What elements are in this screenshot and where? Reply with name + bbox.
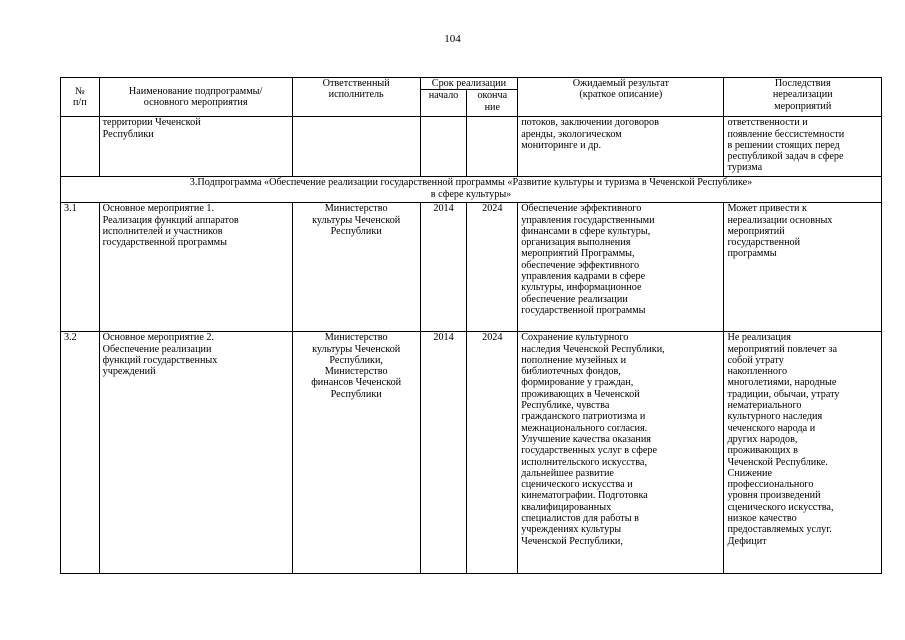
- cell-end: 2024: [467, 332, 518, 574]
- cell-end: [467, 117, 518, 177]
- table-row-continuation: [61, 117, 882, 177]
- table-header: [61, 78, 882, 117]
- header-result: Ожидаемый результат (краткое описание): [518, 78, 724, 117]
- cell-consequences: ответственности и появление бессистемности в решении стоящих перед республикой задач в сфере туризма: [724, 117, 882, 177]
- cell-executor: [292, 117, 420, 177]
- cell-result: потоков, заключении договоров аренды, экологическом мониторинге и др.: [518, 117, 724, 177]
- page-number: 104: [444, 33, 461, 45]
- cell-start: 2014: [420, 203, 467, 332]
- cell-consequences: Может привести к нереализации основных мероприятий государственной программы: [724, 203, 882, 332]
- header-executor: Ответственный исполнитель: [292, 78, 420, 117]
- cell-executor: Министерство культуры Чеченской Республики, Министерство финансов Чеченской Республики: [292, 332, 420, 574]
- cell-result: Сохранение культурного наследия Чеченской Республики, пополнение музейных и библиотечных фондов, формирование у граждан, проживающих в Чеченской Республике, чувства гражданского патриотизма и межнационального согласия. Улучшение качества оказания государственных услуг в сфере исполнительского искусства, дальнейшее развитие сценического искусства и кинематографии. Подготовка квалифицированных специалистов для работы в учреждениях культуры Чеченской Республики,: [518, 332, 724, 574]
- cell-num: 3.2: [61, 332, 100, 574]
- header-end: оконча ние: [467, 90, 518, 117]
- cell-end: 2024: [467, 203, 518, 332]
- header-num: № п/п: [61, 78, 100, 117]
- cell-result: Обеспечение эффективного управления государственными финансами в сфере культуры, организация выполнения мероприятий Программы, обеспечение эффективного управления кадрами в сфере культуры, информационное обеспечение реализации государственной программы: [518, 203, 724, 332]
- cell-name: Основное мероприятие 1. Реализация функций аппаратов исполнителей и участников государственной программы: [99, 203, 292, 332]
- cell-consequences: Не реализация мероприятий повлечет за собой утрату накопленного многолетиями, народные традиции, обычаи, утрату нематериального культурного наследия чеченского народа и других народов, проживающих в Чеченской Республике. Снижение профессионального уровня произведений сценического искусства, низкое качество предоставляемых услуг. Дефицит: [724, 332, 882, 574]
- table-row: [61, 203, 882, 332]
- program-table: [60, 77, 882, 574]
- cell-name: территории Чеченской Республики: [99, 117, 292, 177]
- cell-executor: Министерство культуры Чеченской Республики: [292, 203, 420, 332]
- table-row: [61, 332, 882, 574]
- header-consequences: Последствия нереализации мероприятий: [724, 78, 882, 117]
- section-title: 3.Подпрограмма «Обеспечение реализации государственной программы «Развитие культуры и туризма в Чеченской Республике» в сфере культуры»: [61, 177, 882, 203]
- section-row: [61, 177, 882, 203]
- header-start: начало: [420, 90, 467, 117]
- cell-num: 3.1: [61, 203, 100, 332]
- cell-start: [420, 117, 467, 177]
- header-name: Наименование подпрограммы/ основного мероприятия: [99, 78, 292, 117]
- header-period: Срок реализации: [420, 78, 518, 90]
- cell-num: [61, 117, 100, 177]
- cell-start: 2014: [420, 332, 467, 574]
- cell-name: Основное мероприятие 2. Обеспечение реализации функций государственных учреждений: [99, 332, 292, 574]
